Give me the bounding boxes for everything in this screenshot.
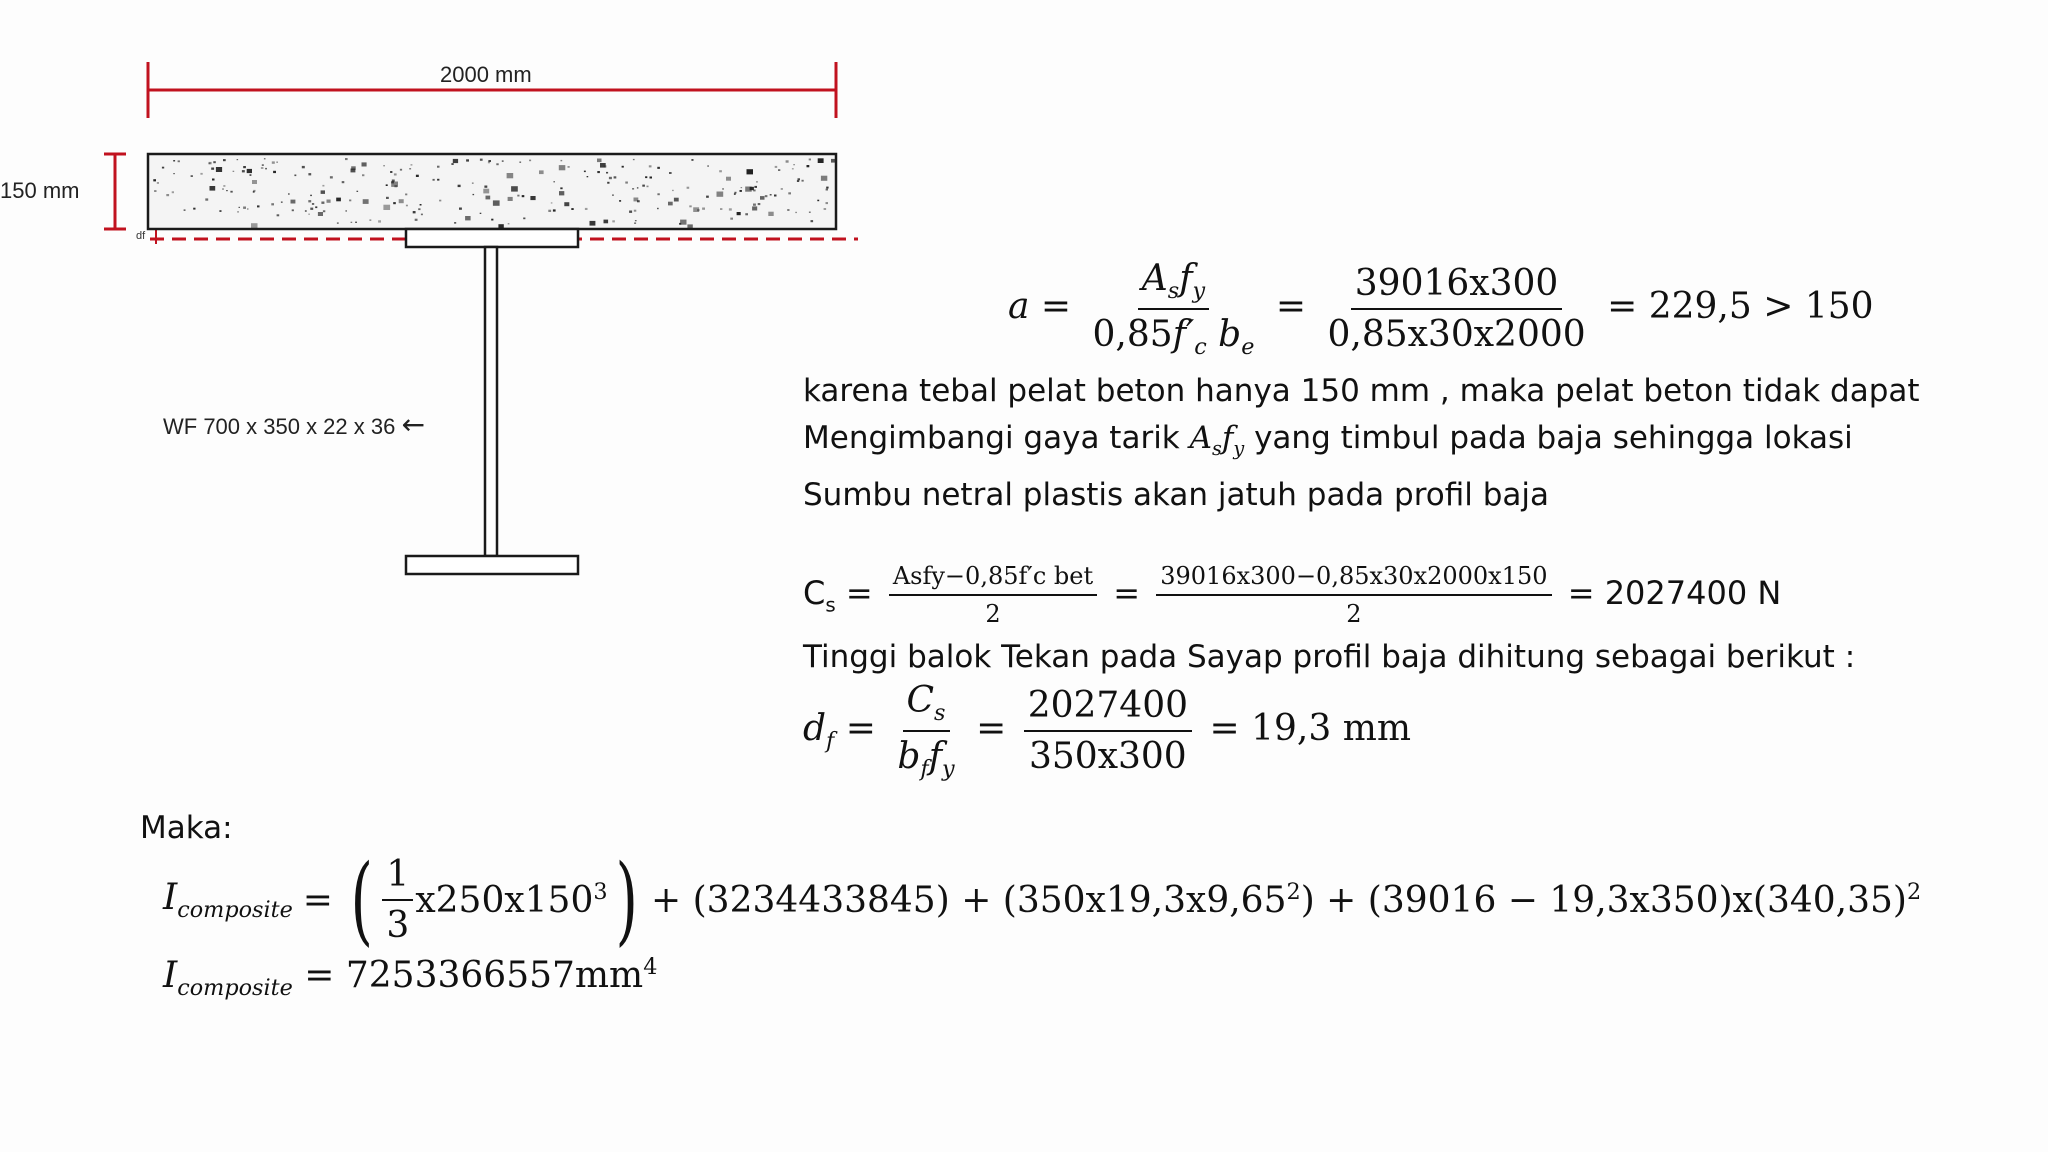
concrete-speckle [302, 166, 305, 168]
concrete-speckle [770, 194, 772, 196]
concrete-speckle [223, 159, 226, 161]
concrete-speckle [473, 194, 475, 195]
concrete-speckle [200, 173, 202, 175]
concrete-speckle [433, 179, 435, 181]
concrete-speckle [459, 208, 462, 210]
paragraph-2: Tinggi balok Tekan pada Sayap profil baja dihitung sebagai berikut : [803, 639, 1856, 675]
profile-label: WF 700 x 350 x 22 x 36 [163, 414, 396, 439]
concrete-speckle [291, 200, 296, 204]
concrete-speckle [166, 194, 169, 196]
concrete-speckle [345, 210, 347, 211]
concrete-speckle [242, 170, 245, 172]
concrete-speckle [754, 186, 757, 188]
concrete-speckle [472, 183, 474, 184]
concrete-speckle [276, 162, 278, 163]
eq-cs-num2: 39016x300−0,85x30x2000x150 [1156, 562, 1551, 596]
concrete-speckle [752, 206, 757, 210]
concrete-speckle [649, 165, 652, 167]
concrete-speckle [726, 177, 731, 181]
concrete-speckle [212, 179, 215, 181]
concrete-speckle [216, 167, 222, 172]
eq-cs-result: = 2027400 N [1567, 574, 1782, 612]
eq-ic1-frac-den: 3 [386, 905, 410, 946]
concrete-speckle [760, 196, 765, 200]
concrete-speckle [768, 212, 773, 216]
concrete-speckle [693, 207, 699, 212]
concrete-speckle [310, 195, 312, 196]
concrete-speckle [807, 165, 810, 167]
concrete-speckle [559, 191, 564, 195]
concrete-speckle [734, 193, 736, 194]
concrete-speckle [529, 160, 531, 162]
concrete-speckle [383, 165, 385, 166]
concrete-speckle [634, 222, 636, 224]
concrete-speckle [273, 171, 276, 173]
eq-ic1-term3: ) + $(39016 - 19,3x350)x(340,35)^2$ [1300, 879, 1922, 921]
concrete-speckle [437, 179, 439, 181]
concrete-speckle [247, 169, 252, 173]
concrete-speckle [205, 198, 208, 200]
concrete-speckle [465, 216, 471, 220]
concrete-speckle [409, 168, 411, 170]
concrete-speckle [606, 172, 608, 174]
concrete-speckle [453, 159, 458, 163]
equation-df: $d_f$ = $\frac{C_s}{b_ff_y}$ = $\frac{2027400}{350x300}$ = 19,3 mm [803, 680, 1411, 783]
concrete-speckle [308, 214, 310, 215]
concrete-speckle [233, 171, 235, 172]
concrete-speckle [330, 176, 333, 178]
concrete-speckle [722, 188, 724, 190]
concrete-speckle [437, 166, 440, 168]
equation-a: a = $\frac{A_sf_y}{0,85f'_c b_e}$ = $\frac{39016x300}{0,85x30x2000}$ = 229,5 > 150 [1008, 258, 1874, 361]
concrete-speckle [439, 200, 441, 202]
equation-icomposite-2 [163, 954, 657, 1001]
concrete-speckle [308, 173, 311, 175]
concrete-speckle [318, 212, 323, 216]
concrete-speckle [226, 190, 228, 191]
wf-steel-profile [406, 229, 578, 574]
eq-ic1-frac-num: 1 [382, 854, 413, 901]
concrete-speckle [635, 220, 637, 221]
concrete-speckle [597, 171, 600, 173]
paragraph-1 [803, 368, 1920, 519]
concrete-speckle [157, 182, 159, 184]
concrete-speckle [277, 214, 280, 216]
concrete-speckle [706, 196, 709, 198]
eq-ic1-term2: + $(3234433845) + (350x19,3x9,65^2$ [651, 879, 1301, 921]
concrete-speckle [657, 167, 660, 169]
concrete-speckle [400, 169, 402, 171]
concrete-speckle [781, 188, 783, 190]
eq-ic2-lhs: $I_{composite}$ [163, 955, 293, 1002]
concrete-speckle [741, 187, 743, 188]
concrete-speckle [213, 161, 216, 163]
concrete-speckle [292, 209, 294, 211]
concrete-speckle [173, 160, 175, 162]
concrete-speckle [756, 181, 758, 183]
concrete-speckle [493, 200, 500, 205]
concrete-speckle [251, 223, 258, 228]
concrete-speckle [745, 213, 748, 215]
concrete-speckle [707, 165, 709, 166]
concrete-speckle [394, 173, 397, 175]
concrete-speckle [607, 182, 609, 184]
concrete-speckle [758, 203, 761, 205]
concrete-speckle [797, 180, 799, 182]
concrete-speckle [351, 222, 353, 223]
maka-label: Maka: [140, 810, 233, 846]
eq-ic1-lhs: $I_{composite}$ [163, 876, 293, 924]
df-label: df [136, 230, 146, 242]
concrete-speckle [508, 197, 513, 201]
paragraph-1-line-2: Mengimbangi gaya tarik $A_sf_y$ yang timbul pada baja sehingga lokasi [803, 420, 1853, 461]
concrete-speckle [795, 212, 797, 213]
concrete-speckle [172, 191, 174, 193]
eq-cs-num1: Asfy−0,85f′c bet [889, 562, 1097, 596]
eq-df-num1: $C_s$ [903, 680, 950, 732]
concrete-speckle [587, 176, 589, 177]
eq-df-lhs: $d_f$ [803, 708, 835, 755]
concrete-speckle [253, 191, 255, 192]
concrete-speckle [351, 169, 356, 173]
concrete-speckle [604, 220, 609, 224]
concrete-speckle [193, 208, 195, 210]
concrete-speckle [687, 224, 692, 228]
concrete-speckle [327, 200, 331, 203]
eq-ic1-term1: $x250x150^3$ [415, 879, 608, 921]
concrete-speckle [312, 203, 314, 205]
eq-cs-lhs: $C_s$ [803, 574, 836, 617]
concrete-speckle [288, 193, 290, 194]
concrete-speckle [345, 158, 348, 160]
concrete-speckle [530, 196, 535, 200]
concrete-speckle [308, 200, 311, 202]
concrete-speckle [230, 191, 232, 193]
concrete-speckle [551, 202, 553, 203]
concrete-speckle [386, 184, 388, 186]
concrete-speckle [191, 175, 193, 177]
concrete-speckle [720, 208, 722, 210]
concrete-speckle [669, 172, 672, 174]
eq-df-den1: $b_ff_y$ [897, 736, 955, 783]
concrete-speckle [252, 180, 257, 184]
concrete-speckle [243, 207, 246, 209]
concrete-speckle [774, 195, 777, 197]
concrete-speckle [539, 170, 544, 174]
concrete-speckle [209, 162, 212, 164]
concrete-speckle [310, 208, 313, 210]
concrete-speckle [824, 208, 827, 210]
concrete-speckle [629, 211, 632, 213]
concrete-speckle [162, 167, 164, 169]
concrete-speckle [173, 173, 175, 174]
concrete-speckle [826, 189, 828, 191]
concrete-speckle [560, 187, 562, 189]
concrete-speckle [336, 198, 341, 202]
concrete-speckle [265, 168, 267, 170]
eq-a-lhs: a [1008, 286, 1030, 328]
concrete-speckle [548, 210, 551, 212]
concrete-speckle [281, 202, 283, 203]
concrete-speckle [211, 168, 214, 170]
concrete-speckle [391, 181, 394, 183]
concrete-speckle [322, 185, 324, 187]
composite-section-diagram [0, 0, 880, 600]
concrete-speckle [798, 178, 801, 180]
concrete-speckle [753, 204, 756, 206]
concrete-speckle [802, 180, 804, 182]
concrete-speckle [243, 166, 246, 168]
concrete-speckle [337, 222, 339, 223]
concrete-speckle [305, 210, 307, 211]
concrete-speckle [559, 165, 566, 170]
concrete-speckle [405, 194, 407, 196]
concrete-speckle [622, 166, 624, 168]
eq-ic2-value: = $7253366557mm^4$ [304, 954, 658, 996]
eq-df-num2: 2027400 [1024, 685, 1192, 732]
concrete-speckle [523, 218, 525, 220]
eq-a-result: = 229,5 > 150 [1607, 286, 1874, 328]
eq-cs-den2: 2 [1346, 600, 1362, 628]
concrete-speckle [262, 164, 264, 166]
concrete-speckle [349, 200, 351, 202]
concrete-speckle [786, 160, 789, 162]
concrete-speckle [491, 219, 493, 221]
concrete-speckle [355, 222, 357, 223]
concrete-speckle [737, 212, 741, 215]
concrete-speckle [508, 223, 510, 224]
concrete-speckle [650, 177, 653, 179]
concrete-speckle [519, 162, 521, 163]
concrete-speckle [585, 208, 588, 210]
concrete-speckle [717, 192, 724, 197]
concrete-speckle [237, 159, 239, 160]
concrete-speckle [378, 220, 381, 222]
concrete-speckle [609, 177, 612, 179]
concrete-speckle [421, 214, 423, 216]
concrete-speckle [657, 193, 659, 195]
concrete-speckle [416, 175, 419, 177]
eq-df-den2: 350x300 [1028, 736, 1187, 778]
concrete-speckle [222, 188, 224, 189]
concrete-speckle [321, 202, 324, 204]
concrete-speckle [647, 186, 649, 188]
eq-a-den2: 0,85x30x2000 [1327, 314, 1586, 356]
concrete-speckle [568, 166, 570, 168]
concrete-speckle [357, 191, 359, 192]
concrete-speckle [689, 205, 691, 207]
concrete-speckle [451, 163, 453, 165]
thickness-label: 150 mm [0, 178, 80, 203]
equation-cs: $C_s$ = $\frac{\text{Asfy−0,85f′c bet}}{2}$ = $\frac{39016x300-0,85x30x2000x150}{2}$ = 2027400 N [803, 562, 1782, 628]
eq-a-num1: $A_sf_y$ [1138, 258, 1209, 310]
eq-df-result: = 19,3 mm [1209, 708, 1411, 750]
concrete-speckle [604, 165, 607, 167]
concrete-speckle [668, 202, 673, 206]
concrete-speckle [597, 159, 602, 163]
concrete-speckle [680, 220, 686, 225]
concrete-speckle [571, 208, 573, 210]
concrete-speckle [564, 202, 569, 206]
concrete-speckle [294, 175, 296, 177]
concrete-speckle [612, 194, 614, 196]
concrete-speckle [480, 159, 483, 161]
concrete-speckle [362, 162, 367, 166]
concrete-speckle [393, 202, 396, 204]
concrete-speckle [632, 188, 634, 190]
concrete-speckle [634, 210, 637, 212]
concrete-speckle [793, 164, 795, 165]
concrete-speckle [383, 205, 390, 210]
concrete-speckle [634, 198, 639, 202]
concrete-speckle [257, 205, 260, 207]
concrete-speckle [811, 220, 814, 222]
concrete-speckle [362, 174, 364, 176]
concrete-speckle [390, 171, 392, 173]
concrete-speckle [239, 207, 241, 208]
concrete-speckle [264, 158, 266, 159]
concrete-speckle [553, 209, 556, 211]
concrete-speckle [657, 208, 659, 209]
concrete-speckle [788, 192, 791, 194]
asfy-inline: $A_sf_y$ [1189, 420, 1245, 461]
equation-icomposite-1: $I_{composite}$ = ( $\frac{1}{3}$ $x250x150^3$ ) + $(3234433845) + (350x19,3x9,65^2$ ) + $(39016 - 19,3x350)x(340,35)^2$ [163, 844, 1922, 956]
concrete-speckle [369, 219, 371, 221]
concrete-speckle [406, 205, 408, 207]
eq-a-den1: $0,85f'_c$ $b_e$ [1092, 314, 1255, 361]
web [485, 247, 497, 556]
concrete-speckle [612, 220, 615, 222]
paragraph-1-line-3: Sumbu netral plastis akan jatuh pada profil baja [803, 477, 1549, 514]
concrete-speckle [614, 176, 617, 178]
concrete-speckle [413, 211, 416, 213]
concrete-speckle [272, 161, 275, 163]
concrete-speckle [584, 171, 586, 173]
concrete-speckle [747, 169, 754, 174]
concrete-speckle [687, 187, 690, 189]
concrete-speckle [480, 213, 482, 214]
concrete-speckle [484, 186, 487, 188]
concrete-speckle [219, 210, 221, 212]
concrete-speckle [363, 199, 369, 204]
concrete-speckle [553, 181, 555, 182]
concrete-speckle [809, 212, 811, 214]
concrete-speckle [507, 173, 514, 178]
concrete-speckle [522, 195, 525, 197]
concrete-speckle [153, 179, 156, 181]
concrete-speckle [729, 208, 732, 210]
concrete-speckle [315, 206, 317, 208]
concrete-speckle [488, 160, 491, 162]
concrete-speckle [809, 159, 811, 161]
top-flange [406, 229, 578, 247]
concrete-speckle [817, 200, 819, 202]
concrete-speckle [818, 158, 824, 163]
concrete-speckle [323, 210, 325, 212]
concrete-speckle [765, 195, 768, 197]
eq-a-num2: 39016x300 [1351, 263, 1563, 310]
concrete-speckle [250, 174, 252, 176]
paragraph-1-line-1: karena tebal pelat beton hanya 150 mm , maka pelat beton tidak dapat [803, 373, 1920, 409]
concrete-speckle [792, 168, 794, 169]
concrete-speckle [625, 182, 628, 184]
concrete-speckle [561, 160, 563, 161]
concrete-speckle [778, 169, 780, 171]
concrete-speckle [418, 208, 420, 210]
concrete-speckle [787, 209, 789, 211]
concrete-speckle [486, 196, 491, 200]
concrete-speckle [511, 186, 518, 191]
concrete-speckle [178, 160, 180, 162]
concrete-speckle [223, 185, 225, 187]
concrete-speckle [321, 190, 325, 194]
concrete-speckle [386, 197, 389, 199]
concrete-speckle [719, 170, 722, 172]
concrete-speckle [619, 200, 621, 202]
concrete-speckle [411, 164, 413, 166]
concrete-speckle [674, 198, 679, 202]
concrete-speckle [702, 208, 705, 210]
concrete-speckle [261, 167, 264, 169]
concrete-speckle [394, 185, 397, 187]
concrete-speckle [342, 181, 345, 183]
concrete-speckle [517, 195, 519, 197]
concrete-speckle [633, 159, 635, 160]
concrete-speckle [154, 190, 156, 192]
concrete-speckle [415, 219, 418, 221]
width-label: 2000 mm [440, 62, 532, 87]
concrete-speckle [271, 203, 274, 205]
concrete-speckle [637, 187, 639, 188]
concrete-speckle [237, 211, 239, 213]
concrete-speckle [672, 190, 674, 191]
concrete-speckle [454, 222, 456, 224]
concrete-speckle [502, 160, 504, 161]
profile-label-row [163, 408, 425, 441]
concrete-speckle [745, 187, 752, 192]
concrete-speckle [775, 166, 778, 168]
concrete-speckle [642, 185, 645, 187]
bottom-flange [406, 556, 578, 574]
thickness-dimension [104, 154, 126, 229]
concrete-speckle [730, 218, 733, 220]
concrete-speckle [691, 159, 693, 161]
concrete-speckle [826, 202, 829, 204]
concrete-speckle [483, 189, 489, 194]
concrete-speckle [831, 159, 836, 163]
eq-cs-den1: 2 [985, 600, 1001, 628]
concrete-speckle [740, 190, 742, 192]
concrete-speckle [496, 163, 498, 165]
concrete-speckle [458, 185, 461, 187]
concrete-speckle [734, 192, 736, 194]
concrete-speckle [247, 208, 249, 209]
concrete-speckle [420, 204, 422, 206]
concrete-speckle [590, 221, 596, 226]
arrow-left-icon: ← [401, 408, 425, 441]
concrete-speckle [399, 199, 404, 203]
concrete-speckle [645, 176, 647, 178]
concrete-speckle [210, 186, 216, 191]
concrete-speckle [466, 159, 469, 161]
concrete-speckle [826, 187, 828, 189]
concrete-speckle [184, 209, 186, 211]
concrete-speckle [821, 176, 827, 181]
